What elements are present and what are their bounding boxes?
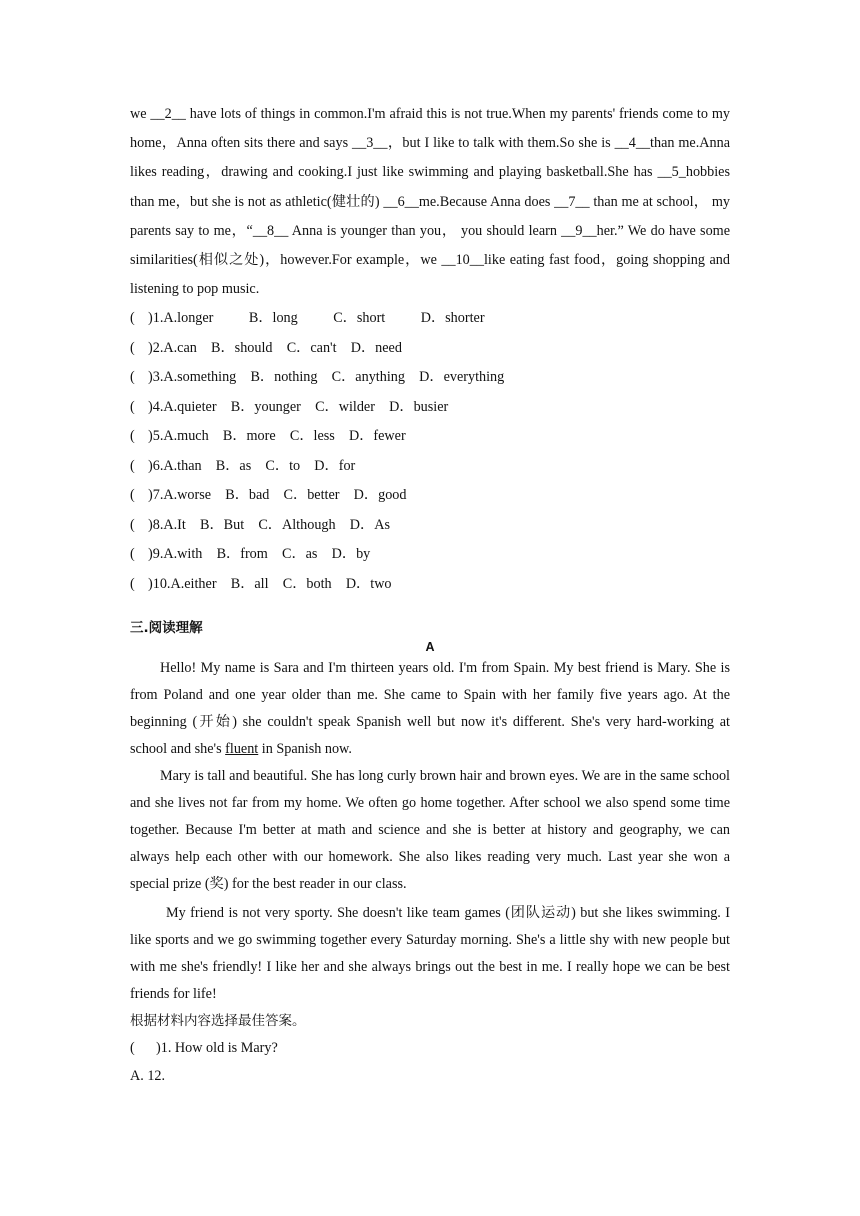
section-title: 三.阅读理解 bbox=[130, 620, 203, 637]
question-1-option-a: A. 12. bbox=[130, 1068, 166, 1085]
cloze-option-1: ( )1.A.longer B．long C．short D．shorter bbox=[130, 310, 485, 327]
passage-paragraph-2: Mary is tall and beautiful. She has long curly brown hair and brown eyes. We are in the same school and she lives not far from my home. We often go home together. After school we also spend some time together. Because I'm better at math and science and she is better at history and geography, we can always help each other with our homework. She also likes reading very much. Last year she won a special prize (奖) for the best reader in our class. bbox=[130, 768, 730, 893]
cloze-option-5: ( )5.A.much B．more C．less D．fewer bbox=[130, 428, 406, 445]
cloze-option-6: ( )6.A.than B．as C．to D．for bbox=[130, 457, 356, 474]
passage-label: A bbox=[425, 640, 435, 655]
cloze-option-8: ( )8.A.It B．But C．Although D．As bbox=[130, 516, 390, 533]
cloze-option-2: ( )2.A.can B．should C．can't D．need bbox=[130, 339, 402, 356]
cloze-option-4: ( )4.A.quieter B．younger C．wilder D．busier bbox=[130, 398, 449, 415]
cloze-option-10: ( )10.A.either B．all C．both D．two bbox=[130, 575, 392, 592]
cloze-option-3: ( )3.A.something B．nothing C．anything D．everything bbox=[130, 369, 505, 386]
cloze-option-7: ( )7.A.worse B．bad C．better D．good bbox=[130, 487, 407, 504]
document-page bbox=[130, 100, 730, 1089]
question-1: ( )1. How old is Mary? bbox=[130, 1040, 278, 1057]
cloze-option-9: ( )9.A.with B．from C．as D．by bbox=[130, 546, 371, 563]
passage-paragraph-1: Hello! My name is Sara and I'm thirteen years old. I'm from Spain. My best friend is Mary. She is from Poland and one year older than me. She came to Spain with her family five years ago. At the beginning (开始) she couldn't speak Spanish well but now it's different. She's very hard-working at school and she's fluent in Spanish now. bbox=[130, 660, 730, 758]
question-instruction: 根据材料内容选择最佳答案。 bbox=[130, 1013, 306, 1030]
cloze-paragraph: we __2__ have lots of things in common.I'm afraid this is not true.When my parents' friends come to my home，Anna often sits there and says __3__，but I like to talk with them.So she is __4__than me.Anna likes reading，drawing and cooking.I just like swimming and playing basketball.She has __5_hobbies than me，but she is not as athletic(健壮的) __6__me.Because Anna does __7__ than me at school， my parents say to me，“__8__ Anna is younger than you， you should learn __9__her.” We do have some similarities(相似之处)，however.For example，we __10__like eating fast food，going shopping and listening to pop music. bbox=[130, 106, 730, 298]
reading-section bbox=[130, 617, 730, 1089]
underlined-word: fluent bbox=[225, 741, 259, 758]
cloze-options bbox=[130, 304, 730, 599]
passage-paragraph-3: My friend is not very sporty. She doesn't like team games (团队运动) but she likes swimming. I like sports and we go swimming together every Saturday morning. She's a little shy with new people but with me she's friendly! I like her and she always brings out the best in me. I really hope we can be best friends for life! bbox=[130, 905, 730, 1003]
